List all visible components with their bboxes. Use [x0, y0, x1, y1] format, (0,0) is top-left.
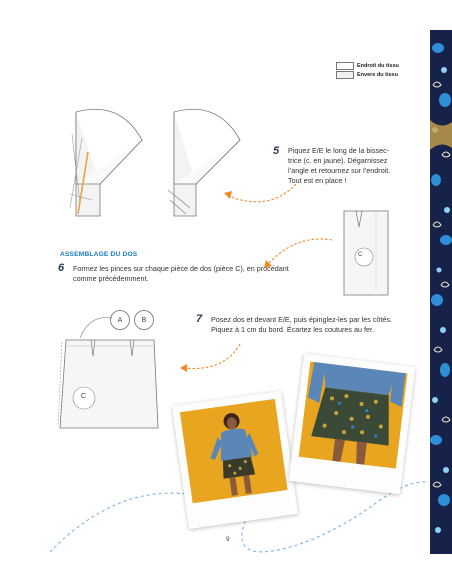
step-5-line: Tout est en place !	[288, 176, 347, 185]
section-title-assemblage-dos: ASSEMBLAGE DU DOS	[60, 251, 138, 258]
photo-skirt-closeup	[289, 354, 416, 495]
step-6-text	[73, 264, 289, 284]
photo-model-front-image	[180, 399, 288, 503]
step-5-number: 5	[273, 145, 280, 157]
legend-right-side	[336, 62, 399, 70]
piece-label-b: B	[134, 310, 154, 330]
step-7-line: Piquez à 1 cm du bord. Écartez les coutures au fer.	[211, 325, 375, 334]
photo-model-front	[172, 391, 298, 529]
back-piece-small-diagram	[340, 205, 392, 299]
step-7-number: 7	[196, 313, 203, 325]
photo-skirt-closeup-image	[299, 361, 408, 468]
step-5-text	[288, 146, 390, 186]
step-7-text	[211, 315, 392, 335]
piece-label-a: A	[110, 310, 130, 330]
corner-fold-diagram-1	[60, 104, 150, 224]
arrow-step7-to-skirt	[176, 340, 246, 376]
page-number: 9	[226, 536, 230, 543]
legend-label-wrong-side: Envers du tissu	[357, 72, 398, 78]
legend-label-right-side: Endroit du tissu	[357, 63, 399, 69]
piece-label-c-small: C	[358, 252, 363, 258]
step-6-number: 6	[58, 262, 65, 274]
piece-label-c-large: C	[81, 393, 87, 400]
skirt-assembly-diagram	[58, 332, 160, 432]
step-5-line: Piquez E/E le long de la bissec-	[288, 146, 390, 155]
arrow-step5-to-fold	[220, 178, 300, 214]
legend-swatch-right-side	[336, 62, 354, 70]
legend-wrong-side	[336, 71, 398, 79]
step-5-line: trice (c. en jaune). Dégarnissez	[288, 156, 388, 165]
step-7-line: Posez dos et devant E/E, puis épinglez-les par les côtés.	[211, 315, 392, 324]
step-6-line: comme précédemment.	[73, 274, 149, 283]
step-5-line: l’angle et retournez sur l’endroit.	[288, 166, 391, 175]
legend-swatch-wrong-side	[336, 71, 354, 79]
step-6-line: Formez les pinces sur chaque pièce de dos (pièce C), en procédant	[73, 264, 289, 273]
